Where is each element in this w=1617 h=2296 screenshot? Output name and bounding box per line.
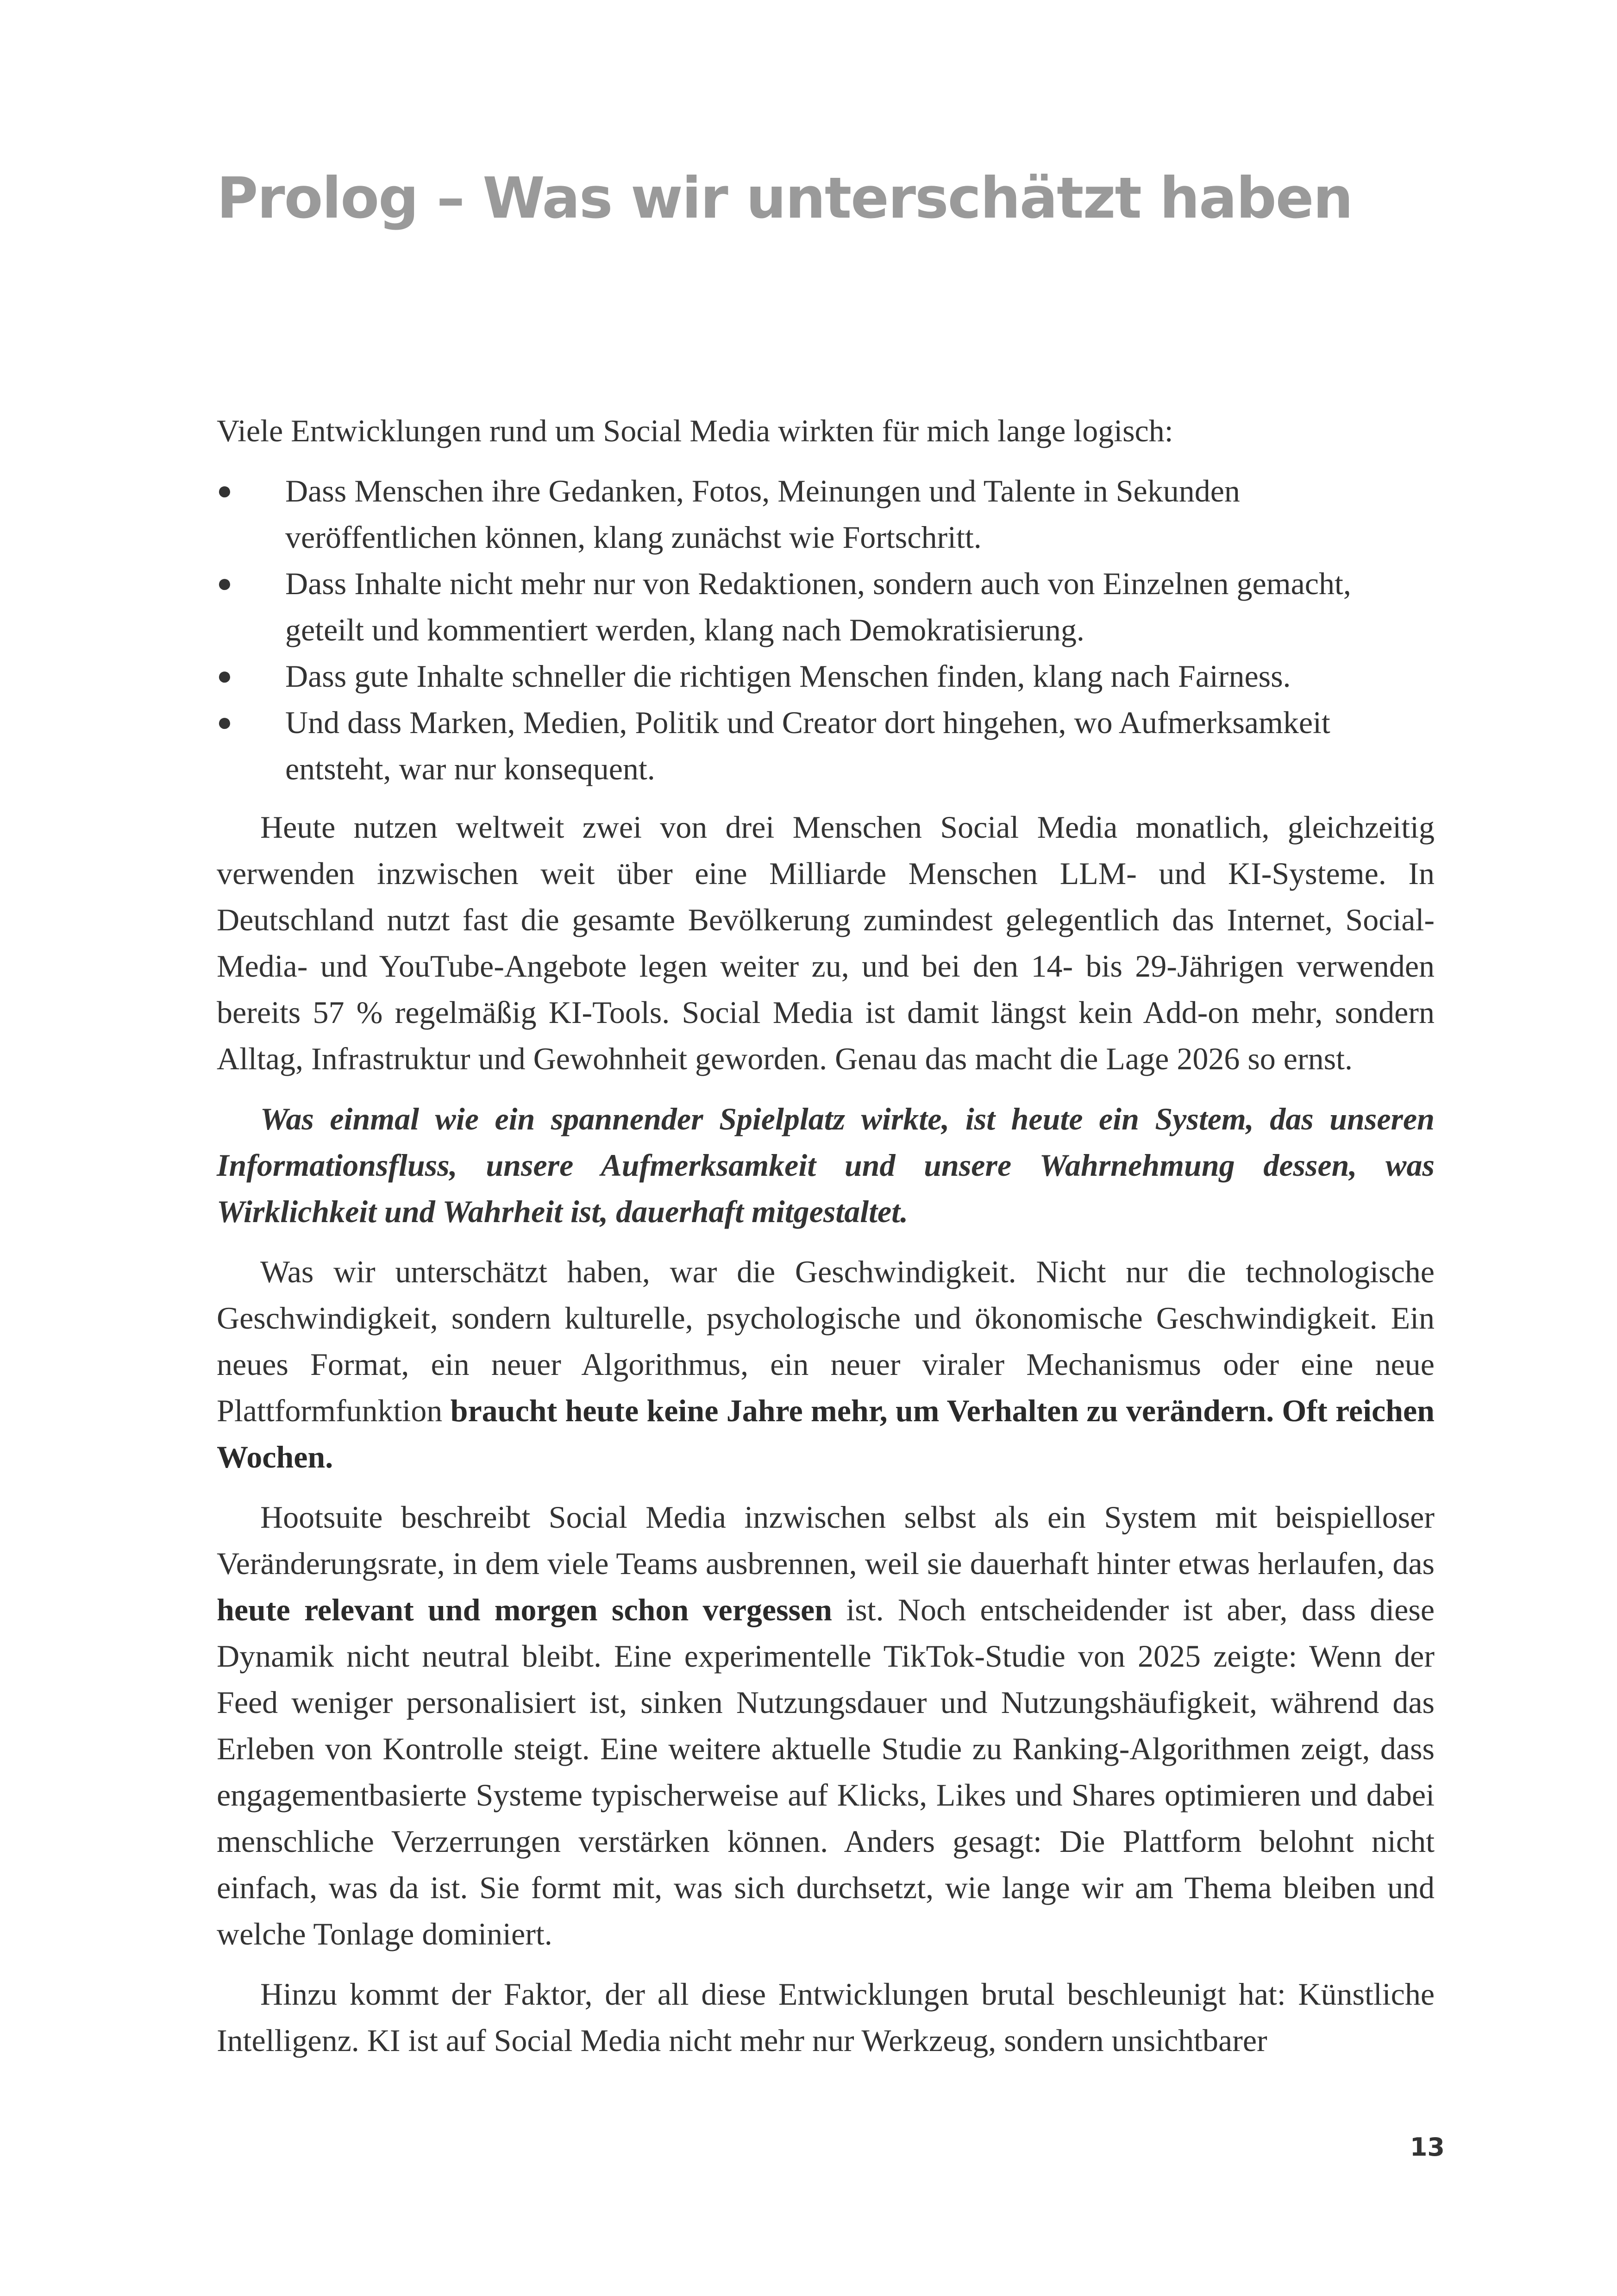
list-item-text: Dass Menschen ihre Gedanken, Fotos, Meinungen und Talente in Sekunden veröffentlichen können, klang zunächst wie Fortschritt. xyxy=(285,473,1240,555)
body-text xyxy=(217,408,1435,2077)
list-item xyxy=(217,653,1435,699)
chapter-title: Prolog – Was wir unterschätzt haben xyxy=(217,165,1353,231)
paragraph-text: Hootsuite beschreibt Social Media inzwischen selbst als ein System mit beispielloser Veränderungsrate, in dem viele Teams ausbrennen, weil sie dauerhaft hinter etwas herlaufen, das xyxy=(217,1499,1435,1581)
bold-phrase: heute relevant und morgen schon vergessen xyxy=(217,1592,832,1627)
paragraph-emphasis: Was einmal wie ein spannender Spielplatz wirkte, ist heute ein System, das unseren Informationsfluss, unsere Aufmerksamkeit und unsere Wahrnehmung dessen, was Wirklichkeit und Wahrheit ist, dauerhaft mitgestaltet. xyxy=(217,1101,1435,1229)
paragraph-text: ist. Noch entscheidender ist aber, dass diese Dynamik nicht neutral bleibt. Eine experimentelle TikTok-Studie von 2025 zeigte: Wenn der Feed weniger personalisiert ist, sinken Nutzungsdauer und Nutzungshäufigkeit, während das Erleben von Kontrolle steigt. Eine weitere aktuelle Studie zu Ranking-Algorithmen zeigt, dass engagementbasierte Systeme typischerweise auf Klicks, Likes und Shares optimieren und dabei menschliche Verzerrungen verstärken können. Anders gesagt: Die Plattform belohnt nicht einfach, was da ist. Sie formt mit, was sich durchsetzt, wie lange wir am Thema bleiben und welche Tonlage dominiert. xyxy=(217,1592,1435,1951)
list-item-text: Dass gute Inhalte schneller die richtigen Menschen finden, klang nach Fairness. xyxy=(285,659,1291,694)
paragraph-ai: Hinzu kommt der Faktor, der all diese Entwicklungen brutal beschleunigt hat: Künstliche Intelligenz. KI ist auf Social Media nicht mehr nur Werkzeug, sondern unsichtbarer xyxy=(217,1976,1435,2058)
list-item xyxy=(217,468,1435,560)
bullet-icon: ● xyxy=(217,662,232,690)
list-item xyxy=(217,560,1435,653)
page-number: 13 xyxy=(1410,2133,1445,2162)
bold-phrase: braucht heute keine Jahre mehr, um Verhalten zu verändern. Oft reichen Wochen. xyxy=(217,1393,1435,1474)
bullet-icon: ● xyxy=(217,708,232,737)
list-item-text: Und dass Marken, Medien, Politik und Creator dort hingehen, wo Aufmerksamkeit entsteht, war nur konsequent. xyxy=(285,705,1330,786)
paragraph-speed xyxy=(217,1248,1435,1480)
paragraph-usage-stats: Heute nutzen weltweit zwei von drei Menschen Social Media monatlich, gleichzeitig verwenden inzwischen weit über eine Milliarde Menschen LLM- und KI-Systeme. In Deutschland nutzt fast die gesamte Bevölkerung zumindest gelegentlich das Internet, Social-Media- und YouTube-Angebote legen weiter zu, und bei den 14- bis 29-Jährigen verwenden bereits 57 % regelmäßig KI-Tools. Social Media ist damit längst kein Add-on mehr, sondern Alltag, Infrastruktur und Gewohnheit geworden. Genau das macht die Lage 2026 so ernst. xyxy=(217,809,1435,1076)
bullet-list xyxy=(217,468,1435,792)
paragraph-text: Was wir unterschätzt haben, war die Geschwindigkeit. Nicht nur die technologische Geschwindigkeit, sondern kulturelle, psychologische und ökonomische Geschwindigkeit. Ein neues Format, ein neuer Algorithmus, ein neuer viraler Mechanismus oder eine neue Plattformfunktion xyxy=(217,1254,1435,1428)
bullet-icon: ● xyxy=(217,569,232,598)
bullet-icon: ● xyxy=(217,477,232,505)
list-item-text: Dass Inhalte nicht mehr nur von Redaktionen, sondern auch von Einzelnen gemacht, geteilt und kommentiert werden, klang nach Demokratisierung. xyxy=(285,566,1351,647)
paragraph-hootsuite xyxy=(217,1494,1435,1957)
list-item xyxy=(217,699,1435,792)
intro-paragraph: Viele Entwicklungen rund um Social Media wirkten für mich lange logisch: xyxy=(217,413,1173,448)
